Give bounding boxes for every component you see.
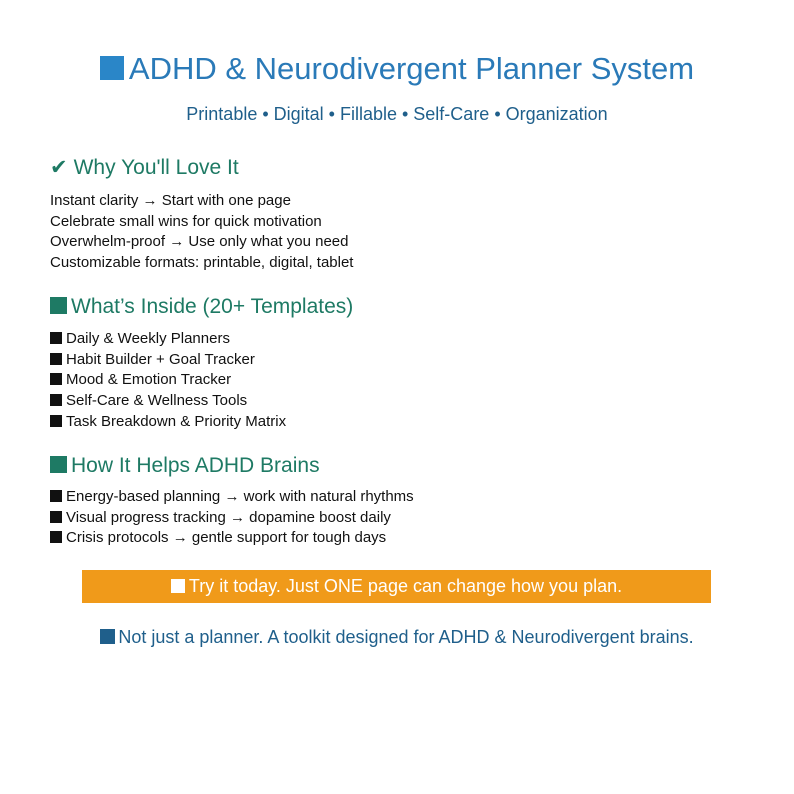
section-heading-text: How It Helps ADHD Brains — [71, 454, 320, 477]
section-heading-why-love — [50, 155, 239, 180]
how-helps-list — [50, 487, 414, 549]
list-item: Celebrate small wins for quick motivation — [50, 212, 322, 230]
list-item — [50, 487, 414, 508]
section-heading-text: Why You'll Love It — [73, 156, 239, 179]
list-item — [50, 350, 286, 371]
list-item-text: Crisis protocols → gentle support for tough days — [66, 529, 387, 547]
list-item-text: Self-Care & Wellness Tools — [66, 392, 248, 410]
list-item — [50, 370, 286, 391]
list-item — [50, 528, 414, 549]
list-item-text: Visual progress tracking → dopamine boost daily — [66, 508, 391, 526]
black-square-icon — [50, 394, 62, 406]
page-title-text: ADHD & Neurodivergent Planner System — [128, 51, 695, 86]
section-heading-text: What’s Inside (20+ Templates) — [71, 295, 354, 318]
list-item-text: Habit Builder + Goal Tracker — [66, 350, 255, 368]
page-subtitle: Printable • Digital • Fillable • Self-Care • Organization — [186, 104, 608, 124]
black-square-icon — [50, 511, 62, 523]
section-heading-whats-inside — [50, 295, 353, 319]
footer-tagline — [0, 627, 794, 648]
blue-square-icon — [100, 629, 115, 644]
why-love-list — [50, 191, 353, 274]
list-item — [50, 508, 414, 529]
whats-inside-list — [50, 329, 286, 432]
black-square-icon — [50, 531, 62, 543]
black-square-icon — [50, 332, 62, 344]
list-item-text: Mood & Emotion Tracker — [66, 371, 232, 389]
footer-text: Not just a planner. A toolkit designed for ADHD & Neurodivergent brains. — [118, 627, 694, 647]
list-item — [50, 391, 286, 412]
black-square-icon — [50, 415, 62, 427]
green-square-icon — [50, 297, 67, 314]
section-heading-how-helps — [50, 454, 320, 478]
check-icon: ✔ — [50, 156, 68, 179]
list-item — [50, 412, 286, 433]
list-item-text: Daily & Weekly Planners — [66, 330, 230, 347]
list-item-text: Task Breakdown & Priority Matrix — [66, 412, 287, 430]
black-square-icon — [50, 490, 62, 502]
black-square-icon — [50, 353, 62, 365]
white-square-icon — [171, 579, 185, 593]
list-item: Overwhelm-proof → Use only what you need — [50, 233, 349, 251]
list-item — [50, 329, 286, 350]
list-item-text: Energy-based planning → work with natural rhythms — [66, 488, 414, 505]
green-square-icon — [50, 456, 67, 473]
list-item: Instant clarity → Start with one page — [50, 192, 291, 209]
black-square-icon — [50, 373, 62, 385]
cta-banner — [82, 570, 711, 603]
blue-square-icon — [100, 56, 124, 80]
list-item: Customizable formats: printable, digital, tablet — [50, 254, 354, 272]
page-title — [0, 51, 794, 87]
cta-text: Try it today. Just ONE page can change how you plan. — [188, 576, 623, 596]
